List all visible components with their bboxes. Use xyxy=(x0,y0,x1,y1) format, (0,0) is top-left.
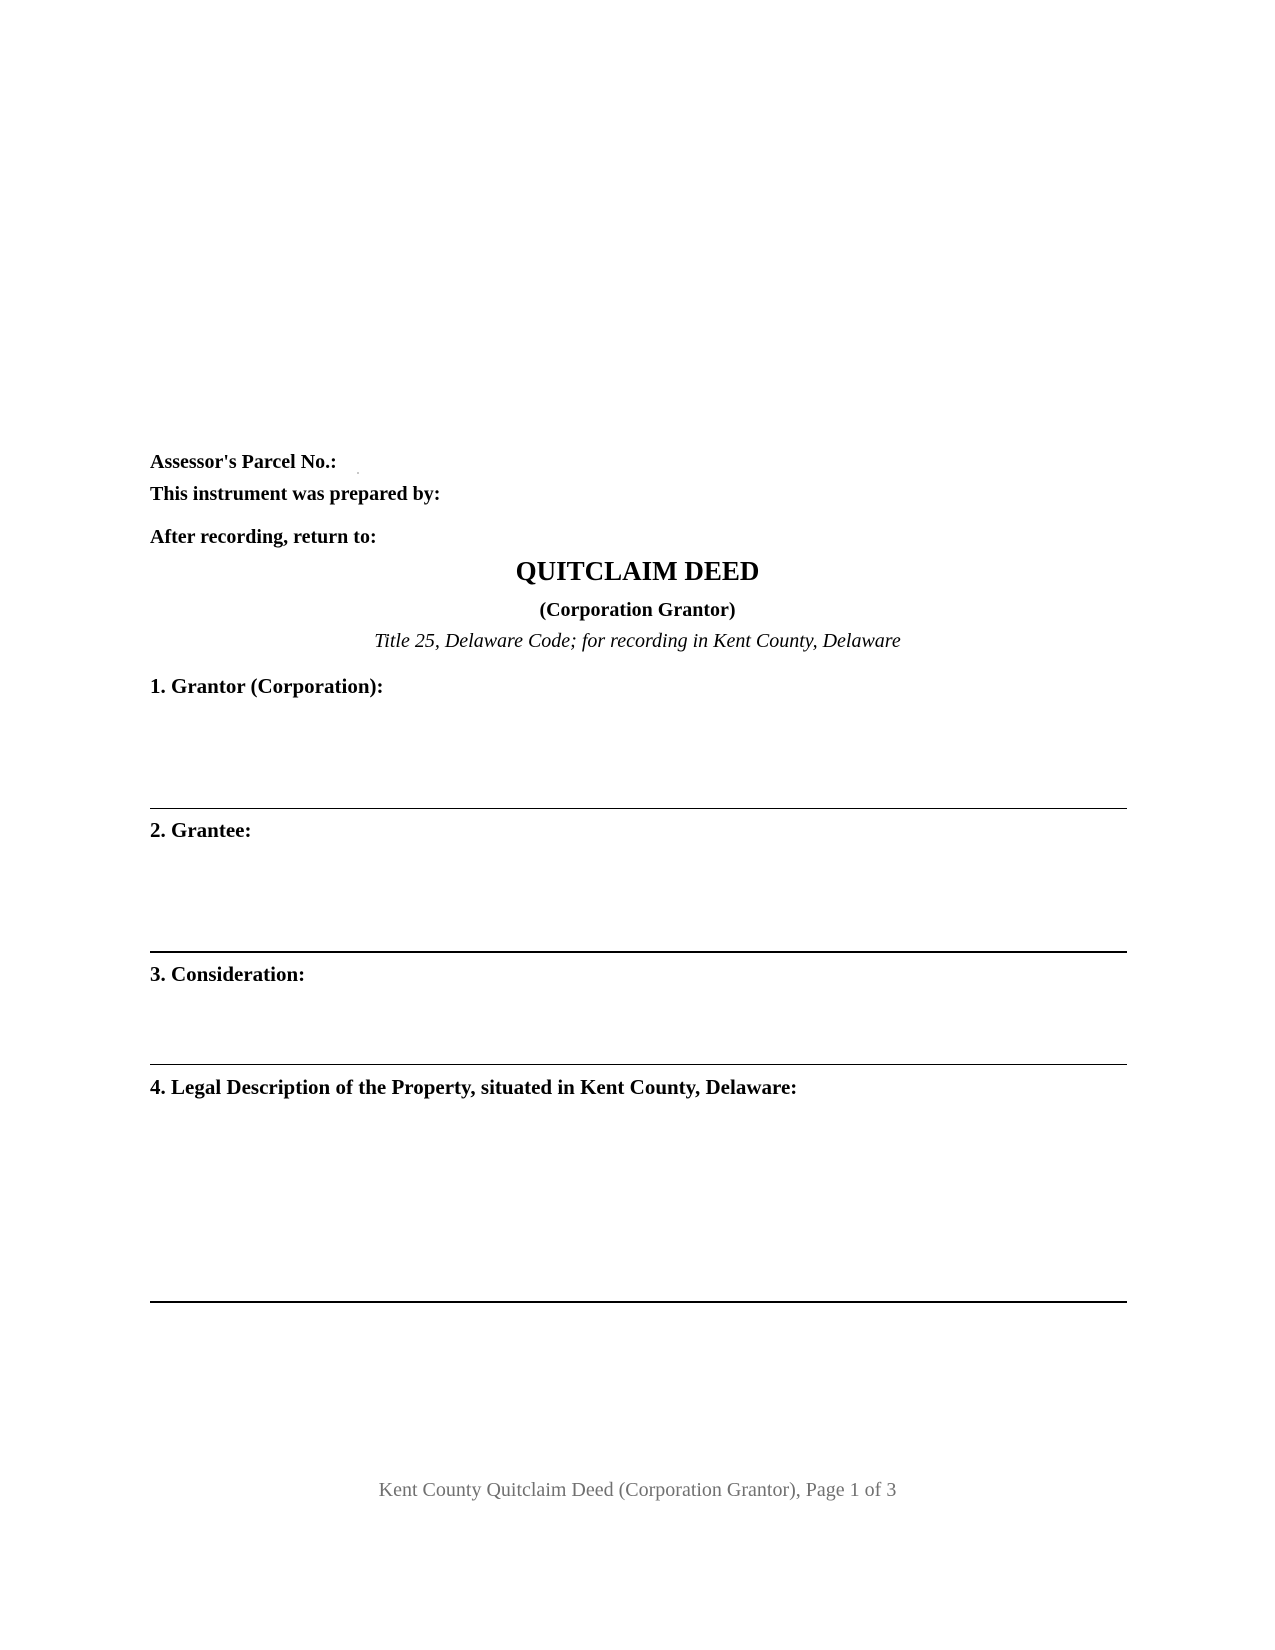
prepared-by-label: This instrument was prepared by: xyxy=(150,483,441,505)
consideration-divider xyxy=(150,1064,1127,1065)
grantee-heading: 2. Grantee: xyxy=(150,818,252,842)
return-to-label: After recording, return to: xyxy=(150,526,377,548)
statute-reference: Title 25, Delaware Code; for recording in Kent County, Delaware xyxy=(374,630,901,652)
legal-description-heading: 4. Legal Description of the Property, situated in Kent County, Delaware: xyxy=(150,1075,798,1099)
document-subtitle: (Corporation Grantor) xyxy=(539,599,736,621)
grantor-heading: 1. Grantor (Corporation): xyxy=(150,674,384,698)
document-title: QUITCLAIM DEED xyxy=(515,556,760,586)
grantee-divider xyxy=(150,951,1127,953)
grantor-divider xyxy=(150,808,1127,809)
legal-description-divider xyxy=(150,1301,1127,1303)
consideration-heading: 3. Consideration: xyxy=(150,962,306,986)
parcel-number-field xyxy=(357,472,359,474)
parcel-number-label: Assessor's Parcel No.: xyxy=(150,451,337,473)
page-footer: Kent County Quitclaim Deed (Corporation Grantor), Page 1 of 3 xyxy=(378,1479,897,1501)
